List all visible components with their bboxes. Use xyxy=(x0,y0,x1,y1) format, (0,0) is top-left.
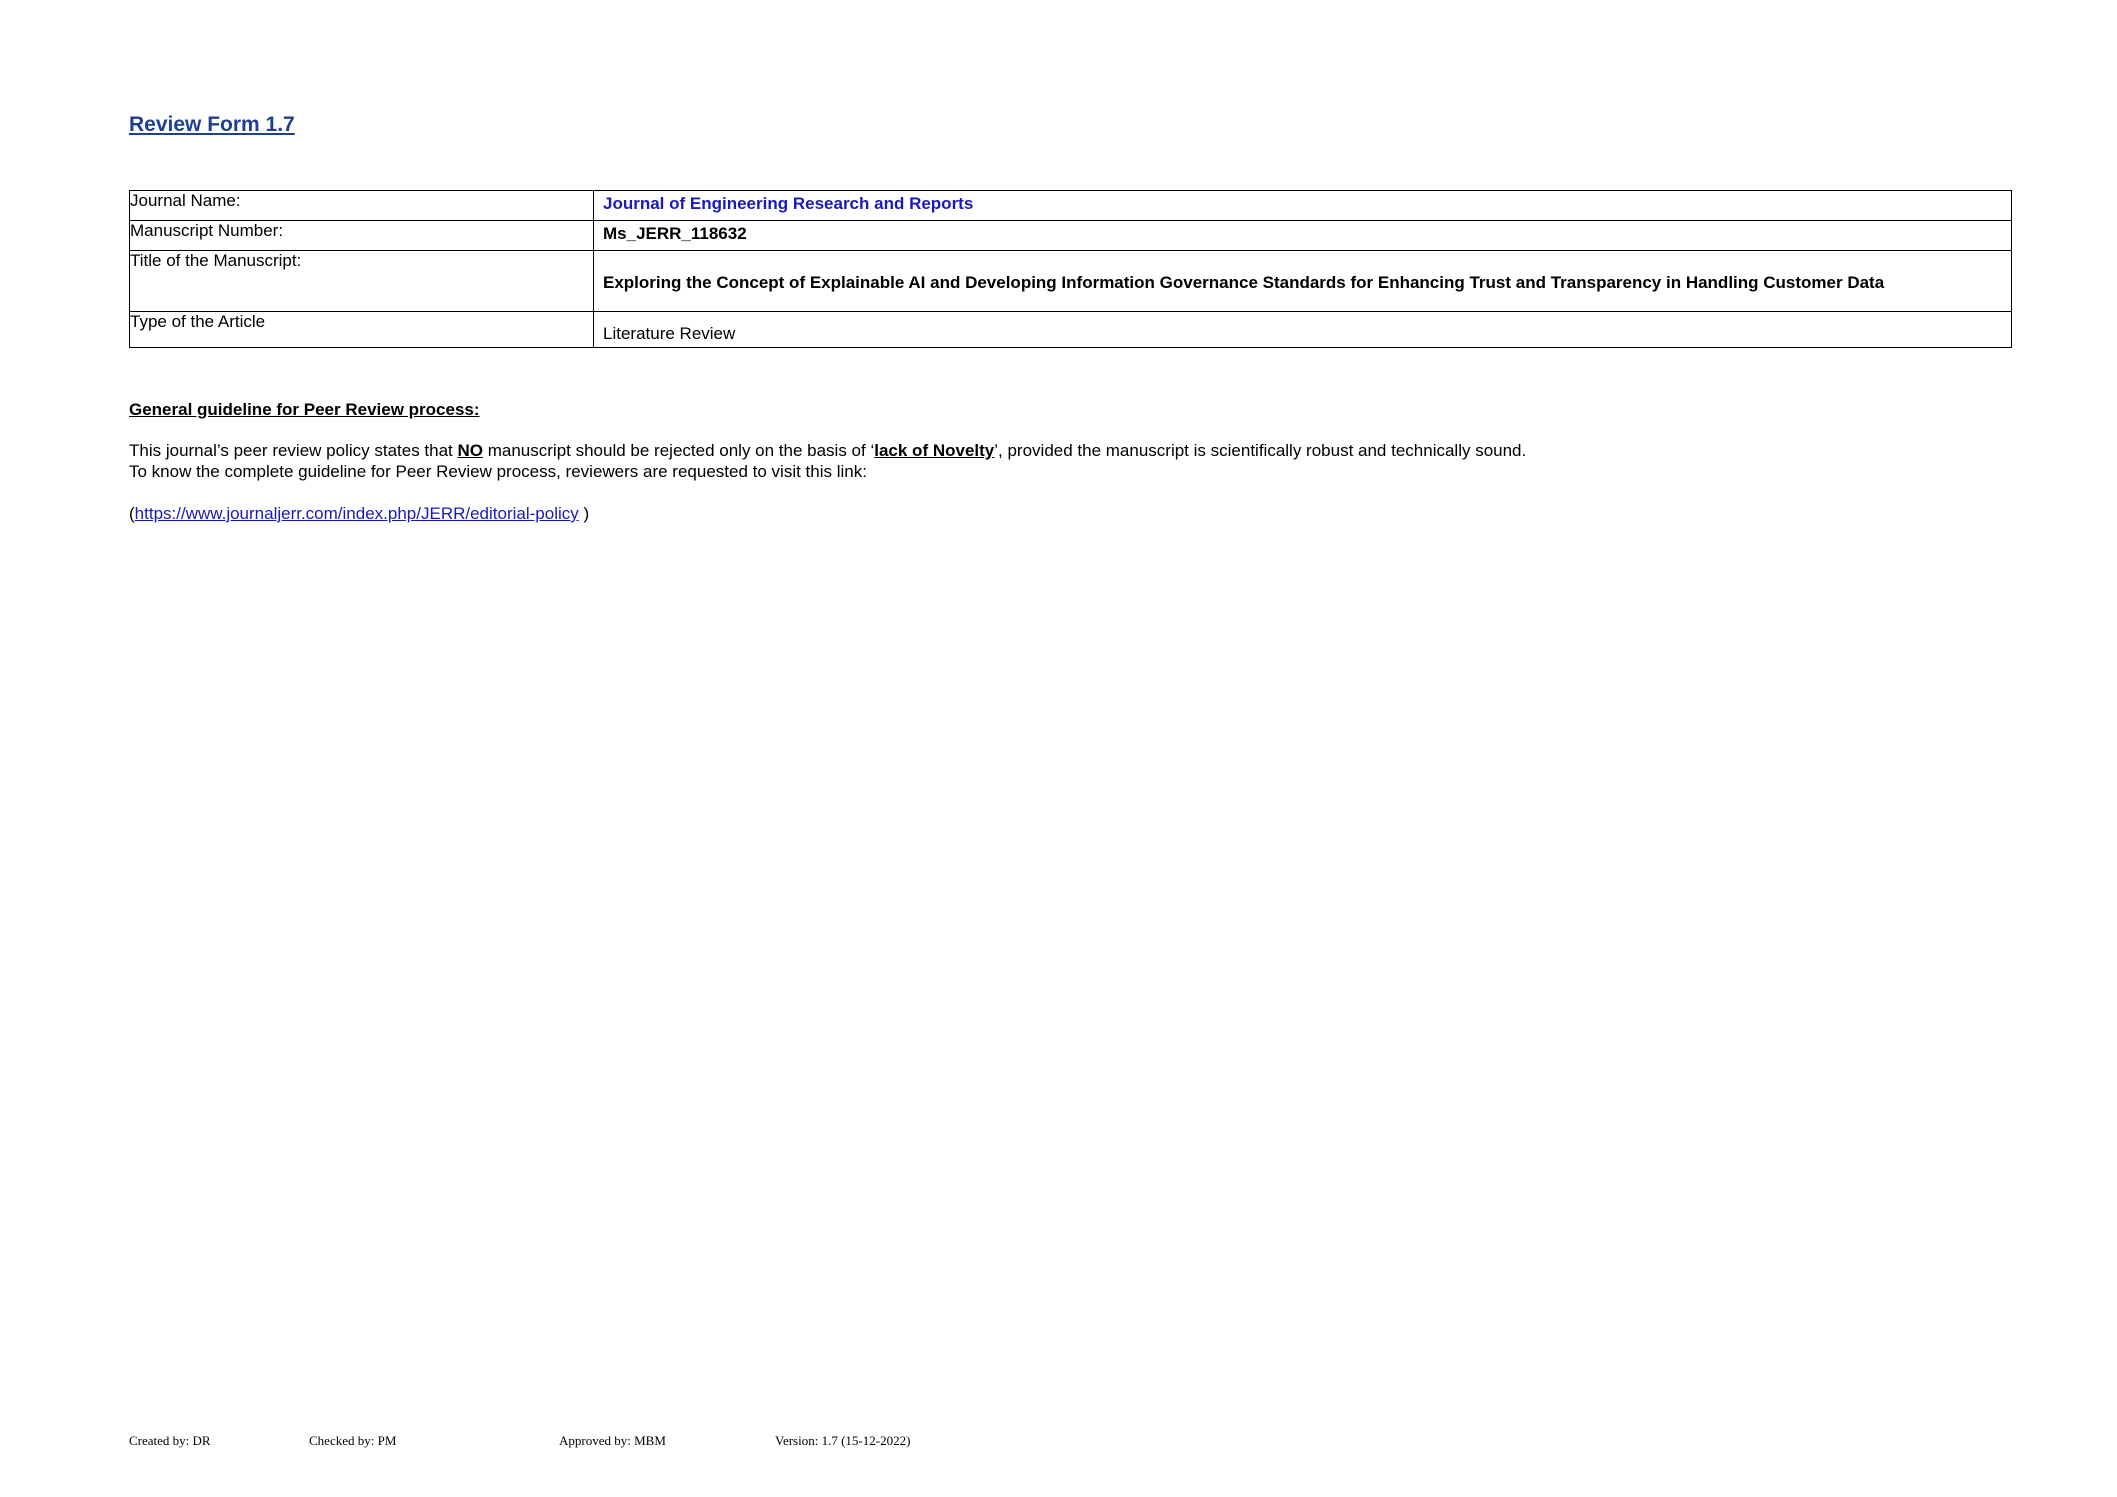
policy-line-1 xyxy=(129,441,1526,462)
policy-text-part-3: ’, provided the manuscript is scientifically robust and technically sound. xyxy=(994,441,1527,460)
journal-name-label: Journal Name: xyxy=(130,191,594,221)
policy-text-part-1: This journal’s peer review policy states that xyxy=(129,441,458,460)
manuscript-title-label: Title of the Manuscript: xyxy=(130,251,594,312)
editorial-policy-link[interactable]: https://www.journaljerr.com/index.php/JERR/editorial-policy xyxy=(134,504,579,523)
policy-novelty-emphasis: lack of Novelty xyxy=(874,441,995,460)
policy-no-emphasis: NO xyxy=(457,441,484,460)
guideline-link-line xyxy=(129,504,589,524)
policy-text-part-2: manuscript should be rejected only on the basis of ‘ xyxy=(483,441,875,460)
manuscript-info-table xyxy=(129,190,2012,348)
link-open-paren: ( xyxy=(129,504,135,523)
footer-approved-by: Approved by: MBM xyxy=(559,1433,666,1448)
footer-created-by: Created by: DR xyxy=(129,1433,211,1448)
policy-line-2: To know the complete guideline for Peer Review process, reviewers are requested to visit this link: xyxy=(129,461,867,481)
journal-name-value: Journal of Engineering Research and Reports xyxy=(594,191,2012,221)
article-type-label: Type of the Article xyxy=(130,312,594,348)
form-title: Review Form 1.7 xyxy=(129,113,295,136)
table-row-manuscript-title xyxy=(130,251,2012,312)
table-row-article-type xyxy=(130,312,2012,348)
article-type-value: Literature Review xyxy=(594,312,2012,348)
footer-checked-by: Checked by: PM xyxy=(309,1433,397,1448)
policy-text xyxy=(129,441,1526,482)
table-row-journal-name xyxy=(130,191,2012,221)
manuscript-title-value: Exploring the Concept of Explainable AI and Developing Information Governance Standards for Enhancing Trust and Transparency in Handling Customer Data xyxy=(594,251,2012,312)
manuscript-number-label: Manuscript Number: xyxy=(130,221,594,251)
manuscript-number-value: Ms_JERR_118632 xyxy=(594,221,2012,251)
link-close-paren: ) xyxy=(578,504,590,523)
table-row-manuscript-number xyxy=(130,221,2012,251)
guideline-heading: General guideline for Peer Review process: xyxy=(129,400,480,419)
footer-version: Version: 1.7 (15-12-2022) xyxy=(775,1433,911,1448)
